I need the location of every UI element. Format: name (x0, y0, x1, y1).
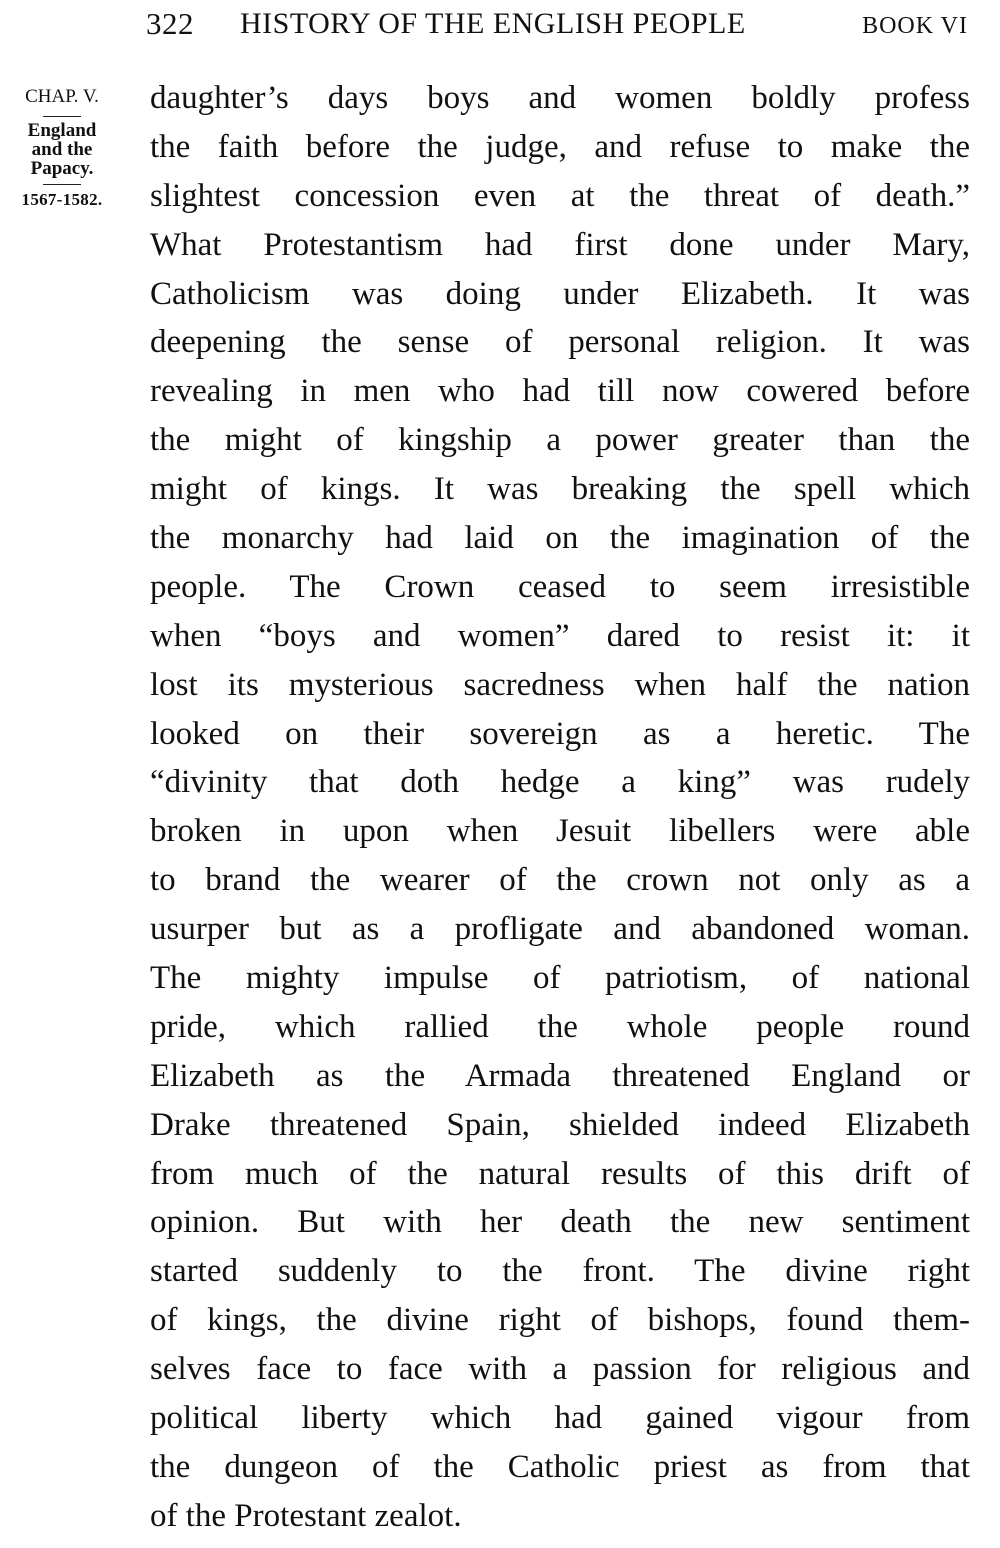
text-line: daughter’s days boys and women boldly profess (150, 80, 970, 116)
running-header (146, 4, 968, 44)
page-number: 322 (146, 6, 194, 41)
text-line: the faith before the judge, and refuse to make the (150, 128, 970, 165)
text-line: might of kings. It was breaking the spell which (150, 471, 970, 508)
text-line: deepening the sense of personal religion. It was (150, 324, 970, 361)
sidenote-chapter: CHAP. V. (25, 86, 99, 107)
body-text (150, 74, 970, 1541)
text-line: Catholicism was doing under Elizabeth. It was (150, 275, 970, 312)
text-line: Elizabeth as the Armada threatened England or (150, 1057, 970, 1094)
text-line: What Protestantism had first done under Mary, (150, 226, 970, 263)
text-line: Drake threatened Spain, shielded indeed Elizabeth (150, 1106, 970, 1143)
text-line: The mighty impulse of patriotism, of national (150, 960, 970, 997)
text-line: to brand the wearer of the crown not only as a (150, 862, 970, 899)
text-line: “divinity that doth hedge a king” was rudely (150, 764, 970, 801)
text-line: of kings, the divine right of bishops, found them- (150, 1302, 970, 1339)
text-line: started suddenly to the front. The divine right (150, 1253, 970, 1290)
text-line: the might of kingship a power greater than the (150, 422, 970, 459)
book-label: BOOK VI (862, 13, 968, 39)
text-line: selves face to face with a passion for religious and (150, 1351, 970, 1388)
text-line: the monarchy had laid on the imagination of the (150, 520, 970, 557)
text-line: of the Protestant zealot. (150, 1497, 462, 1534)
text-line: broken in upon when Jesuit libellers were able (150, 813, 970, 850)
text-line: the dungeon of the Catholic priest as from that (150, 1448, 970, 1485)
text-line: usurper but as a profligate and abandoned woman. (150, 911, 970, 948)
text-line: lost its mysterious sacredness when half the nation (150, 666, 970, 703)
sidenote-dates: 1567-1582. (21, 190, 103, 209)
sidenote-divider (43, 116, 81, 117)
text-line: looked on their sovereign as a heretic. The (150, 715, 970, 752)
text-line: opinion. But with her death the new sentiment (150, 1204, 970, 1241)
text-line: political liberty which had gained vigour from (150, 1400, 970, 1437)
text-line: slightest concession even at the threat of death.” (150, 177, 970, 214)
sidenote-divider (43, 184, 81, 185)
text-line: revealing in men who had till now cowered before (150, 373, 970, 410)
margin-sidenote (6, 84, 118, 211)
text-line: people. The Crown ceased to seem irresistible (150, 568, 970, 605)
text-line: from much of the natural results of this drift of (150, 1155, 970, 1192)
text-line: pride, which rallied the whole people round (150, 1008, 970, 1045)
running-title: HISTORY OF THE ENGLISH PEOPLE (240, 7, 746, 40)
sidenote-topic: England and the Papacy. (27, 120, 97, 179)
text-line: when “boys and women” dared to resist it: it (150, 617, 970, 654)
